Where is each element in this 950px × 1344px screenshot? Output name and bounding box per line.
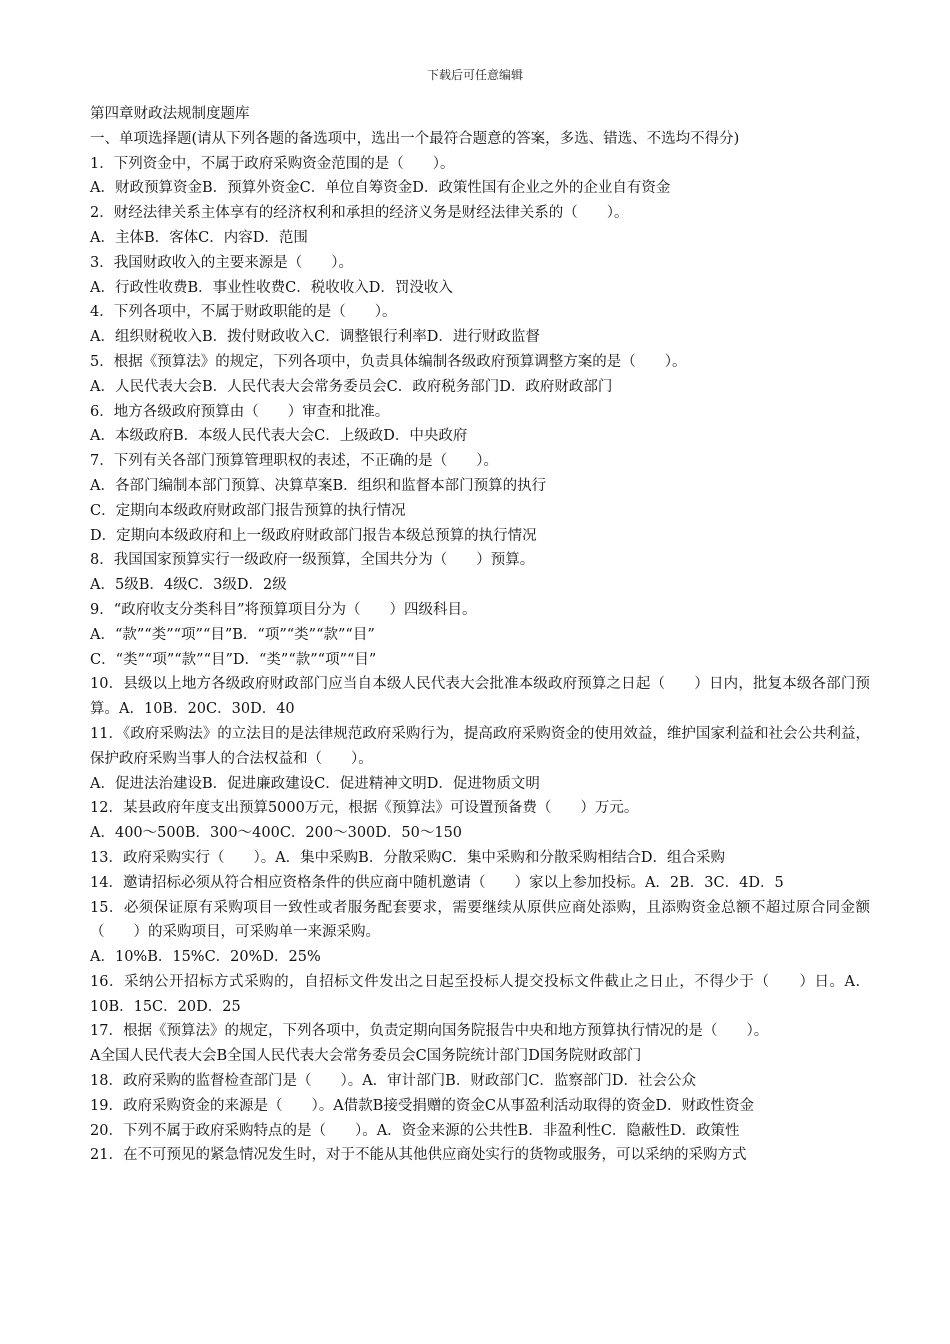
options-8: A．5级B．4级C．3级D．2级 — [90, 577, 287, 594]
question-17: 17．根据《预算法》的规定，下列各项中，负责定期向国务院报告中央和地方预算执行情况的是（ ）。 — [90, 1023, 769, 1040]
question-12: 12．某县政府年度支出预算5000万元，根据《预算法》可设置预备费（ ）万元。 — [90, 800, 639, 817]
question-15: 15．必须保证原有采购项目一致性或者服务配套要求，需要继续从原供应商处添购，且添购资金总额不超过原合同金额（ ）的采购项目，可采购单一来源采购。 — [90, 899, 870, 941]
options-17: A全国人民代表大会B全国人民代表大会常务委员会C国务院统计部门D国务院财政部门 — [90, 1048, 642, 1065]
options-6: A．本级政府B．本级人民代表大会C．上级政D．中央政府 — [90, 428, 468, 445]
question-21: 21．在不可预见的紧急情况发生时，对于不能从其他供应商处实行的货物或服务，可以采纳的采购方式 — [90, 1147, 747, 1164]
options-5: A．人民代表大会B．人民代表大会常务委员会C．政府税务部门D．政府财政部门 — [90, 378, 613, 395]
question-20: 20．下列不属于政府采购特点的是（ ）。A．资金来源的公共性B．非盈利性C．隐蔽性D．政策性 — [90, 1122, 740, 1139]
question-11: 11．《政府采购法》的立法目的是法律规范政府采购行为，提高政府采购资金的使用效益，维护国家利益和社会公共利益，保护政府采购当事人的合法权益和（ ）。 — [90, 725, 870, 767]
options-3: A．行政性收费B．事业性收费C．税收收入D．罚没收入 — [90, 279, 453, 296]
header-note: 下载后可任意编辑 — [426, 68, 523, 82]
question-8: 8．我国国家预算实行一级政府一级预算，全国共分为（ ）预算。 — [90, 552, 535, 569]
question-1: 1．下列资金中，不属于政府采购资金范围的是（ ）。 — [90, 155, 455, 172]
options-9-ab: A．“款”“类”“项”“目”B．“项”“类”“款”“目” — [90, 626, 375, 643]
question-9: 9．“政府收支分类科目”将预算项目分为（ ）四级科目。 — [90, 601, 477, 618]
question-7: 7．下列有关各部门预算管理职权的表述，不正确的是（ ）。 — [90, 453, 498, 470]
options-7-c: C．定期向本级政府财政部门报告预算的执行情况 — [90, 502, 406, 519]
question-3: 3．我国财政收入的主要来源是（ ）。 — [90, 254, 353, 271]
options-12: A．400～500B．300～400C．200～300D．50～150 — [90, 825, 463, 842]
options-9-cd: C．“类”“项”“款”“目”D．“类”“款”“项”“目” — [90, 651, 377, 668]
question-10: 10．县级以上地方各级政府财政部门应当自本级人民代表大会批准本级政府预算之日起（ ）日内，批复本级各部门预算。A．10B．20C．30D．40 — [90, 676, 870, 718]
question-4: 4．下列各项中，不属于财政职能的是（ ）。 — [90, 304, 397, 321]
options-11: A．促进法治建设B．促进廉政建设C．促进精神文明D．促进物质文明 — [90, 775, 540, 792]
question-2: 2．财经法律关系主体享有的经济权利和承担的经济义务是财经法律关系的（ ）。 — [90, 205, 629, 222]
options-7-ab: A．各部门编制本部门预算、决算草案B．组织和监督本部门预算的执行 — [90, 477, 547, 494]
question-6: 6．地方各级政府预算由（ ）审查和批准。 — [90, 403, 390, 420]
question-5: 5．根据《预算法》的规定，下列各项中，负责具体编制各级政府预算调整方案的是（ ）。 — [90, 353, 687, 370]
chapter-title: 第四章财政法规制度题库 — [90, 106, 250, 122]
options-7-d: D．定期向本级政府和上一级政府财政部门报告本级总预算的执行情况 — [90, 527, 537, 544]
question-16: 16．采纳公开招标方式采购的，自招标文件发出之日起至投标人提交投标文件截止之日止，不得少于（ ）日。A．10B．15C．20D．25 — [90, 973, 870, 1015]
question-14: 14．邀请招标必须从符合相应资格条件的供应商中随机邀请（ ）家以上参加投标。A．2B．3C．4D．5 — [90, 874, 784, 891]
question-13: 13．政府采购实行（ ）。A．集中采购B．分散采购C．集中采购和分散采购相结合D．组合采购 — [90, 849, 726, 866]
options-4: A．组织财税收入B．拨付财政收入C．调整银行利率D．进行财政监督 — [90, 329, 540, 346]
options-15: A．10%B．15%C．20%D．25% — [90, 949, 321, 966]
options-1: A．财政预算资金B．预算外资金C．单位自筹资金D．政策性国有企业之外的企业自有资金 — [90, 180, 671, 197]
document-body — [90, 102, 870, 1168]
question-19: 19．政府采购资金的来源是（ ）。A借款B接受捐赠的资金C从事盈利活动取得的资金D．财政性资金 — [90, 1097, 755, 1114]
section-heading: 一、单项选择题(请从下列各题的备选项中，选出一个最符合题意的答案，多选、错选、不选均不得分) — [90, 130, 740, 147]
options-2: A．主体B．客体C．内容D．范围 — [90, 229, 308, 246]
question-18: 18．政府采购的监督检查部门是（ ）。A．审计部门B．财政部门C．监察部门D．社会公众 — [90, 1073, 697, 1090]
